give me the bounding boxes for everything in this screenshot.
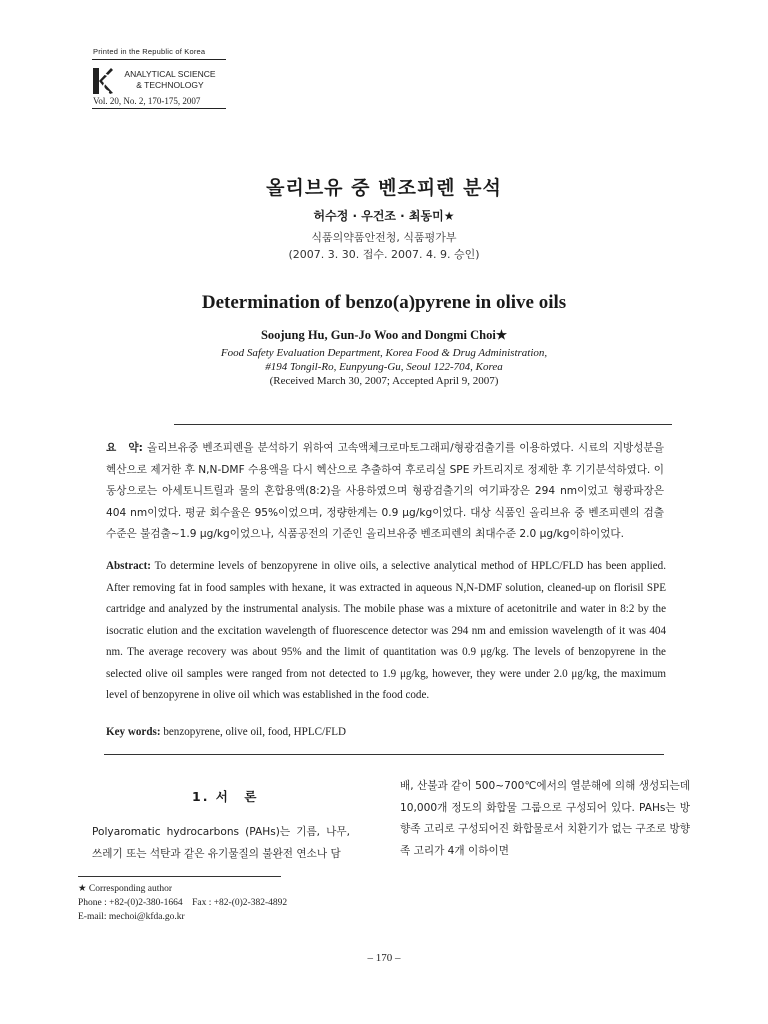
header-rule-top [92, 59, 226, 60]
authors-english: Soojung Hu, Gun-Jo Woo and Dongmi Choi★ [260, 328, 508, 342]
printed-notice: Printed in the Republic of Korea [93, 47, 206, 56]
page-number: – 170 – [367, 952, 401, 964]
right-column-paragraph: 배, 산불과 같이 500~700℃에서의 열분해에 의해 생성되는데 10,000개 정도의 화합물 그룹으로 구성되어 있다. PAHs는 방향족 고리로 구성되어진 화합물로서 치환기가 없는 구조로 방향족 고리가 4개 이하이면 [400, 780, 690, 857]
keywords-text: benzopyrene, olive oil, food, HPLC/FLD [160, 726, 347, 738]
affiliation-english-line1: Food Safety Evaluation Department, Korea Food & Drug Administration, [220, 347, 548, 359]
journal-name [118, 69, 222, 91]
abstract-rule-top [174, 424, 672, 425]
section-heading-introduction: 1. 서 론 [192, 789, 259, 804]
footnote-rule [78, 876, 281, 877]
footnote-email: E-mail: mechoi@kfda.go.kr [78, 912, 185, 922]
abstract-korean-text: 올리브유중 벤조피렌을 분석하기 위하여 고속액체크로마토그래피/형광검출기를 이용하였다. 시료의 지방성분을 헥산으로 제거한 후 N,N-DMF 수용액을 다시 헥산으로 추출하여 후로리실 SPE 카트리지로 정제한 후 기기분석하였다. 이동상으로는 아세토니트릴과 물의 혼합용액(8:2)을 사용하였으며 형광검출기의 여기파장은 294 nm이었고 형광파장은 404 nm이었다. 평균 회수율은 95%이었으며, 정량한계는 0.9 μg/kg이었다. 대상 식품인 올리브유 중 벤조피렌의 검출수준은 불검출~1.9 μg/kg이었으나, 식품공전의 기준인 올리브유중 벤조피렌의 최대수준 2.0 μg/kg이하이었다. [106, 442, 664, 540]
abstract-rule-bottom [104, 754, 664, 755]
title-korean: 올리브유 중 벤조피렌 분석 [266, 177, 502, 199]
abstract-korean-label: 요 약: [106, 442, 143, 454]
body-right-column [400, 776, 690, 862]
title-english: Determination of benzo(a)pyrene in olive oils [201, 292, 567, 313]
abstract-english [106, 556, 666, 707]
abstract-korean [106, 438, 664, 546]
received-dates: (Received March 30, 2007; Accepted April 9, 2007) [269, 375, 499, 387]
footnote-phone-fax: Phone : +82-(0)2-380-1664 Fax : +82-(0)2-382-4892 [78, 898, 288, 908]
header-rule-bottom [92, 108, 226, 109]
authors-korean: 허수정 · 우건조 · 최동미★ [313, 209, 455, 223]
journal-logo [92, 66, 114, 96]
footnote [78, 882, 287, 924]
left-column-paragraph: Polyaromatic hydrocarbons (PAHs)는 기름, 나무, 쓰레기 또는 석탄과 같은 유기물질의 불완전 연소나 담 [92, 826, 350, 860]
journal-name-line1: ANALYTICAL SCIENCE [124, 69, 216, 79]
dates-korean: (2007. 3. 30. 접수. 2007. 4. 9. 승인) [288, 248, 480, 261]
body-left-column [86, 822, 350, 865]
journal-volume: Vol. 20, No. 2, 170-175, 2007 [93, 96, 201, 106]
affiliation-korean: 식품의약품안전청, 식품평가부 [311, 231, 457, 244]
abstract-english-text: To determine levels of benzopyrene in olive oils, a selective analytical method of HPLC/FLD has been applied. After removing fat in food samples with hexane, it was extracted in aqueous N,N-DMF solution, cleaned-up on florisil SPE cartridge and analyzed by the instrumental analysis. The mobile phase was a mixture of acetonitrile and water in 8:2 by the isocratic elution and the excitation wavelength of fluorescence detector was 294 nm and emission wavelength of it was 404 nm. The average recovery was about 95% and the limit of quantitation was 0.9 μg/kg. The levels of benzopyrene in the selected olive oil samples were ranged from not detected to 1.9 μg/kg, however, they were under 2.0 μg/kg, the maximum level of benzopyrene in olive oil which was established in the food code. [106, 560, 666, 701]
affiliation-english-line2: #194 Tongil-Ro, Eunpyung-Gu, Seoul 122-704, Korea [265, 361, 503, 373]
keywords-label: Key words: [106, 726, 161, 738]
footnote-corresponding: ★ Corresponding author [78, 884, 173, 894]
abstract-english-label: Abstract: [106, 560, 151, 572]
journal-name-line2: & TECHNOLOGY [136, 80, 204, 90]
keywords [106, 726, 346, 738]
